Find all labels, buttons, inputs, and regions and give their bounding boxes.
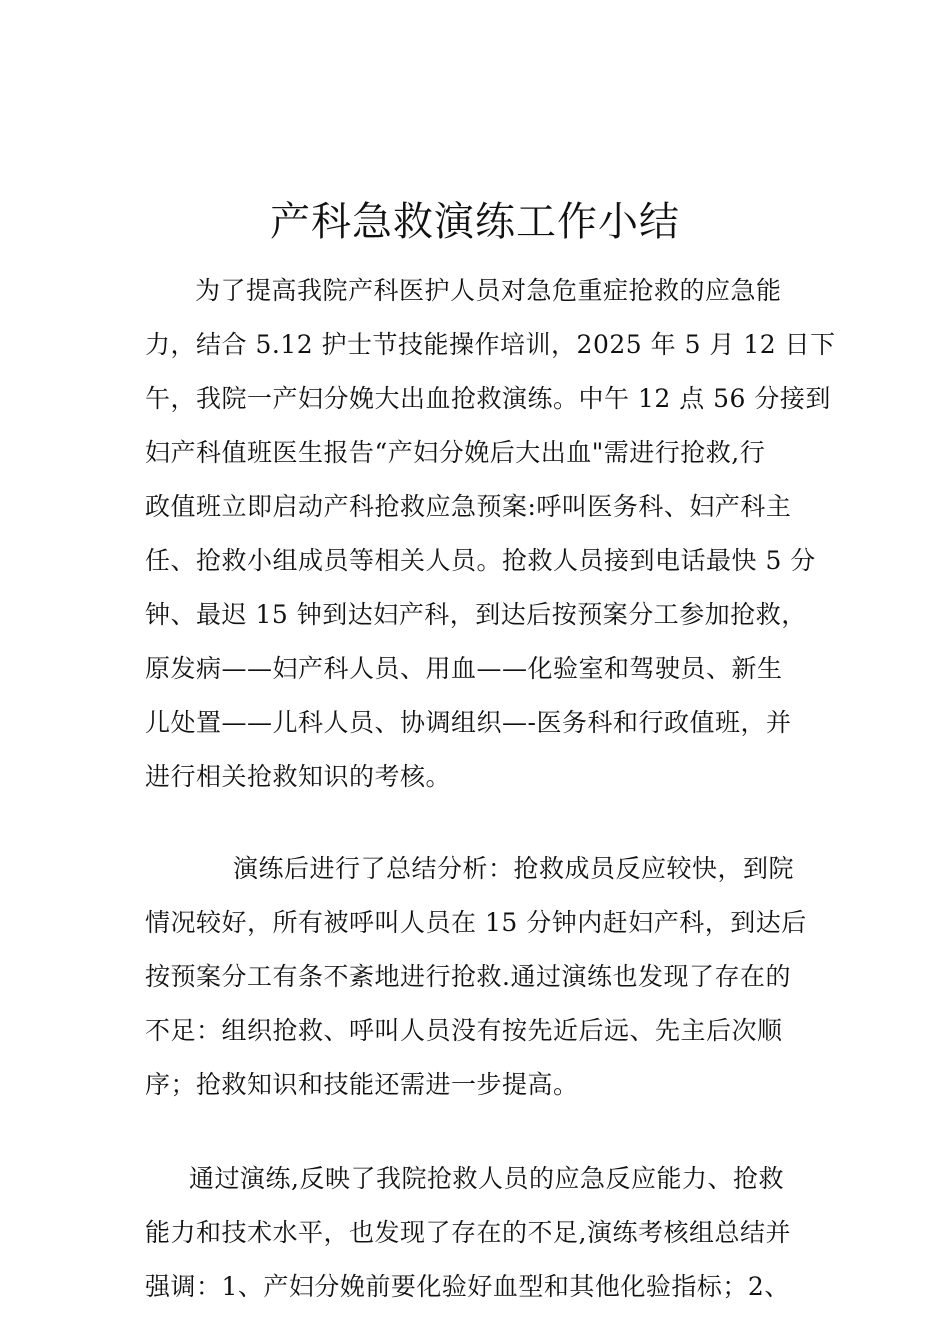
text-line: 按预案分工有条不紊地进行抢救.通过演练也发现了存在的	[145, 962, 791, 991]
text-line: 强调：1、产妇分娩前要化验好血型和其他化验指标；2、	[145, 1272, 790, 1301]
text-line: 演练后进行了总结分析：抢救成员反应较快，到院	[233, 854, 795, 883]
text-line: 能力和技术水平，也发现了存在的不足,演练考核组总结并	[145, 1218, 791, 1247]
text-line: 原发病——妇产科人员、用血——化验室和驾驶员、新生	[145, 654, 783, 683]
text-line: 任、抢救小组成员等相关人员。抢救人员接到电话最快 5 分	[145, 546, 816, 575]
text-line: 妇产科值班医生报告“产妇分娩后大出血"需进行抢救,行	[145, 438, 766, 467]
text-line: 进行相关抢救知识的考核。	[145, 762, 452, 791]
text-line: 政值班立即启动产科抢救应急预案:呼叫医务科、妇产科主	[145, 492, 792, 521]
text-line: 不足：组织抢救、呼叫人员没有按先近后远、先主后次顺	[145, 1016, 783, 1045]
paragraph-2	[145, 854, 810, 1124]
text-line: 为了提高我院产科医护人员对急危重症抢救的应急能	[195, 276, 782, 305]
page-title: 产科急救演练工作小结	[270, 199, 680, 245]
text-line: 通过演练,反映了我院抢救人员的应急反应能力、抢救	[189, 1164, 784, 1193]
text-line: 午，我院一产妇分娩大出血抢救演练。中午 12 点 56 分接到	[145, 384, 831, 413]
text-line: 力，结合 5.12 护士节技能操作培训，2025 年 5 月 12 日下	[145, 330, 836, 359]
text-line: 钟、最迟 15 钟到达妇产科，到达后按预案分工参加抢救，	[145, 600, 807, 629]
document-body	[145, 276, 836, 1326]
paragraph-1	[145, 276, 836, 816]
text-line: 情况较好，所有被呼叫人员在 15 分钟内赶妇产科，到达后	[145, 908, 807, 937]
text-line: 序；抢救知识和技能还需进一步提高。	[145, 1070, 579, 1099]
paragraph-3	[145, 1164, 810, 1326]
text-line: 儿处置——儿科人员、协调组织—-医务科和行政值班，并	[145, 708, 792, 737]
